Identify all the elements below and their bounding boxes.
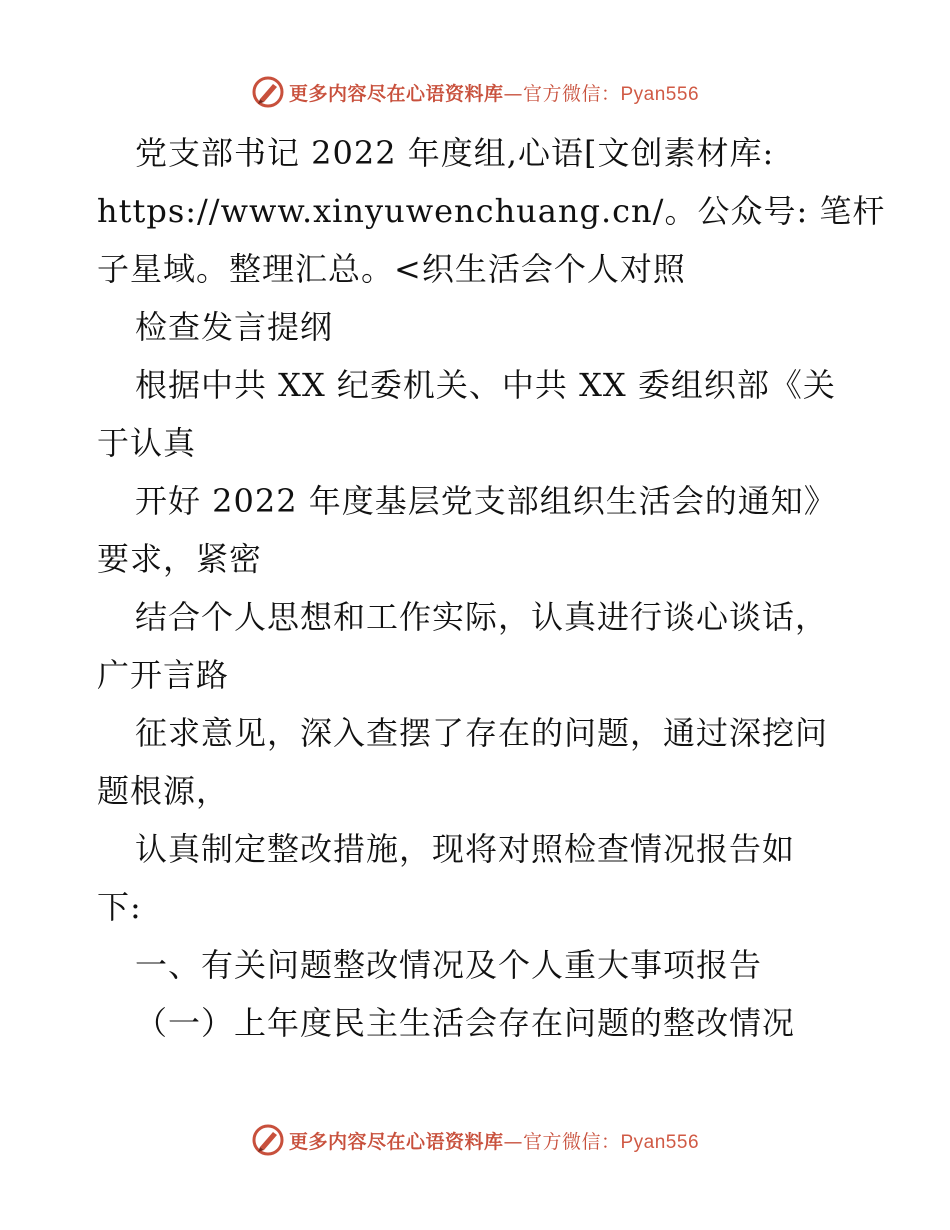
body-line: 要求，紧密 <box>97 540 263 578</box>
header-watermark <box>0 72 950 112</box>
body-line: 题根源， <box>97 772 230 810</box>
footer-watermark <box>0 1120 950 1160</box>
body-line: 党支部书记 2022 年度组,心语[文创素材库: <box>135 134 775 172</box>
watermark-wechat-label: 官方微信： <box>522 1130 621 1153</box>
body-line: 检查发言提纲 <box>135 308 334 346</box>
body-line: https://www.xinyuwenchuang.cn/。公众号: 笔杆 <box>97 192 886 230</box>
body-line: 于认真 <box>97 424 197 462</box>
watermark-wechat-id: Pyan556 <box>620 83 700 105</box>
pen-logo-icon <box>251 75 285 109</box>
body-line: 根据中共 XX 纪委机关、中共 XX 委组织部《关 <box>135 366 836 404</box>
body-line: 子星域。整理汇总。<织生活会个人对照 <box>97 250 686 288</box>
watermark-dash: — <box>503 82 523 105</box>
body-line: 征求意见，深入查摆了存在的问题，通过深挖问 <box>135 714 829 752</box>
body-line: 广开言路 <box>97 656 230 694</box>
section-heading: 一、有关问题整改情况及个人重大事项报告 <box>135 946 763 984</box>
watermark-dash: — <box>503 1130 523 1153</box>
watermark-wechat-label: 官方微信： <box>522 82 621 105</box>
body-line: 下: <box>97 888 142 926</box>
watermark-main-text: 更多内容尽在心语资料库 <box>288 1130 504 1153</box>
body-line: 认真制定整改措施，现将对照检查情况报告如 <box>135 830 796 868</box>
watermark-main-text: 更多内容尽在心语资料库 <box>288 82 504 105</box>
watermark-wechat-id: Pyan556 <box>620 1131 700 1153</box>
body-line: 结合个人思想和工作实际，认真进行谈心谈话， <box>135 598 829 636</box>
body-line: 开好 2022 年度基层党支部组织生活会的通知》 <box>135 482 837 520</box>
pen-logo-icon <box>251 1123 285 1157</box>
document-body <box>97 124 886 1052</box>
subsection-heading: （一）上年度民主生活会存在问题的整改情况 <box>135 1004 796 1042</box>
